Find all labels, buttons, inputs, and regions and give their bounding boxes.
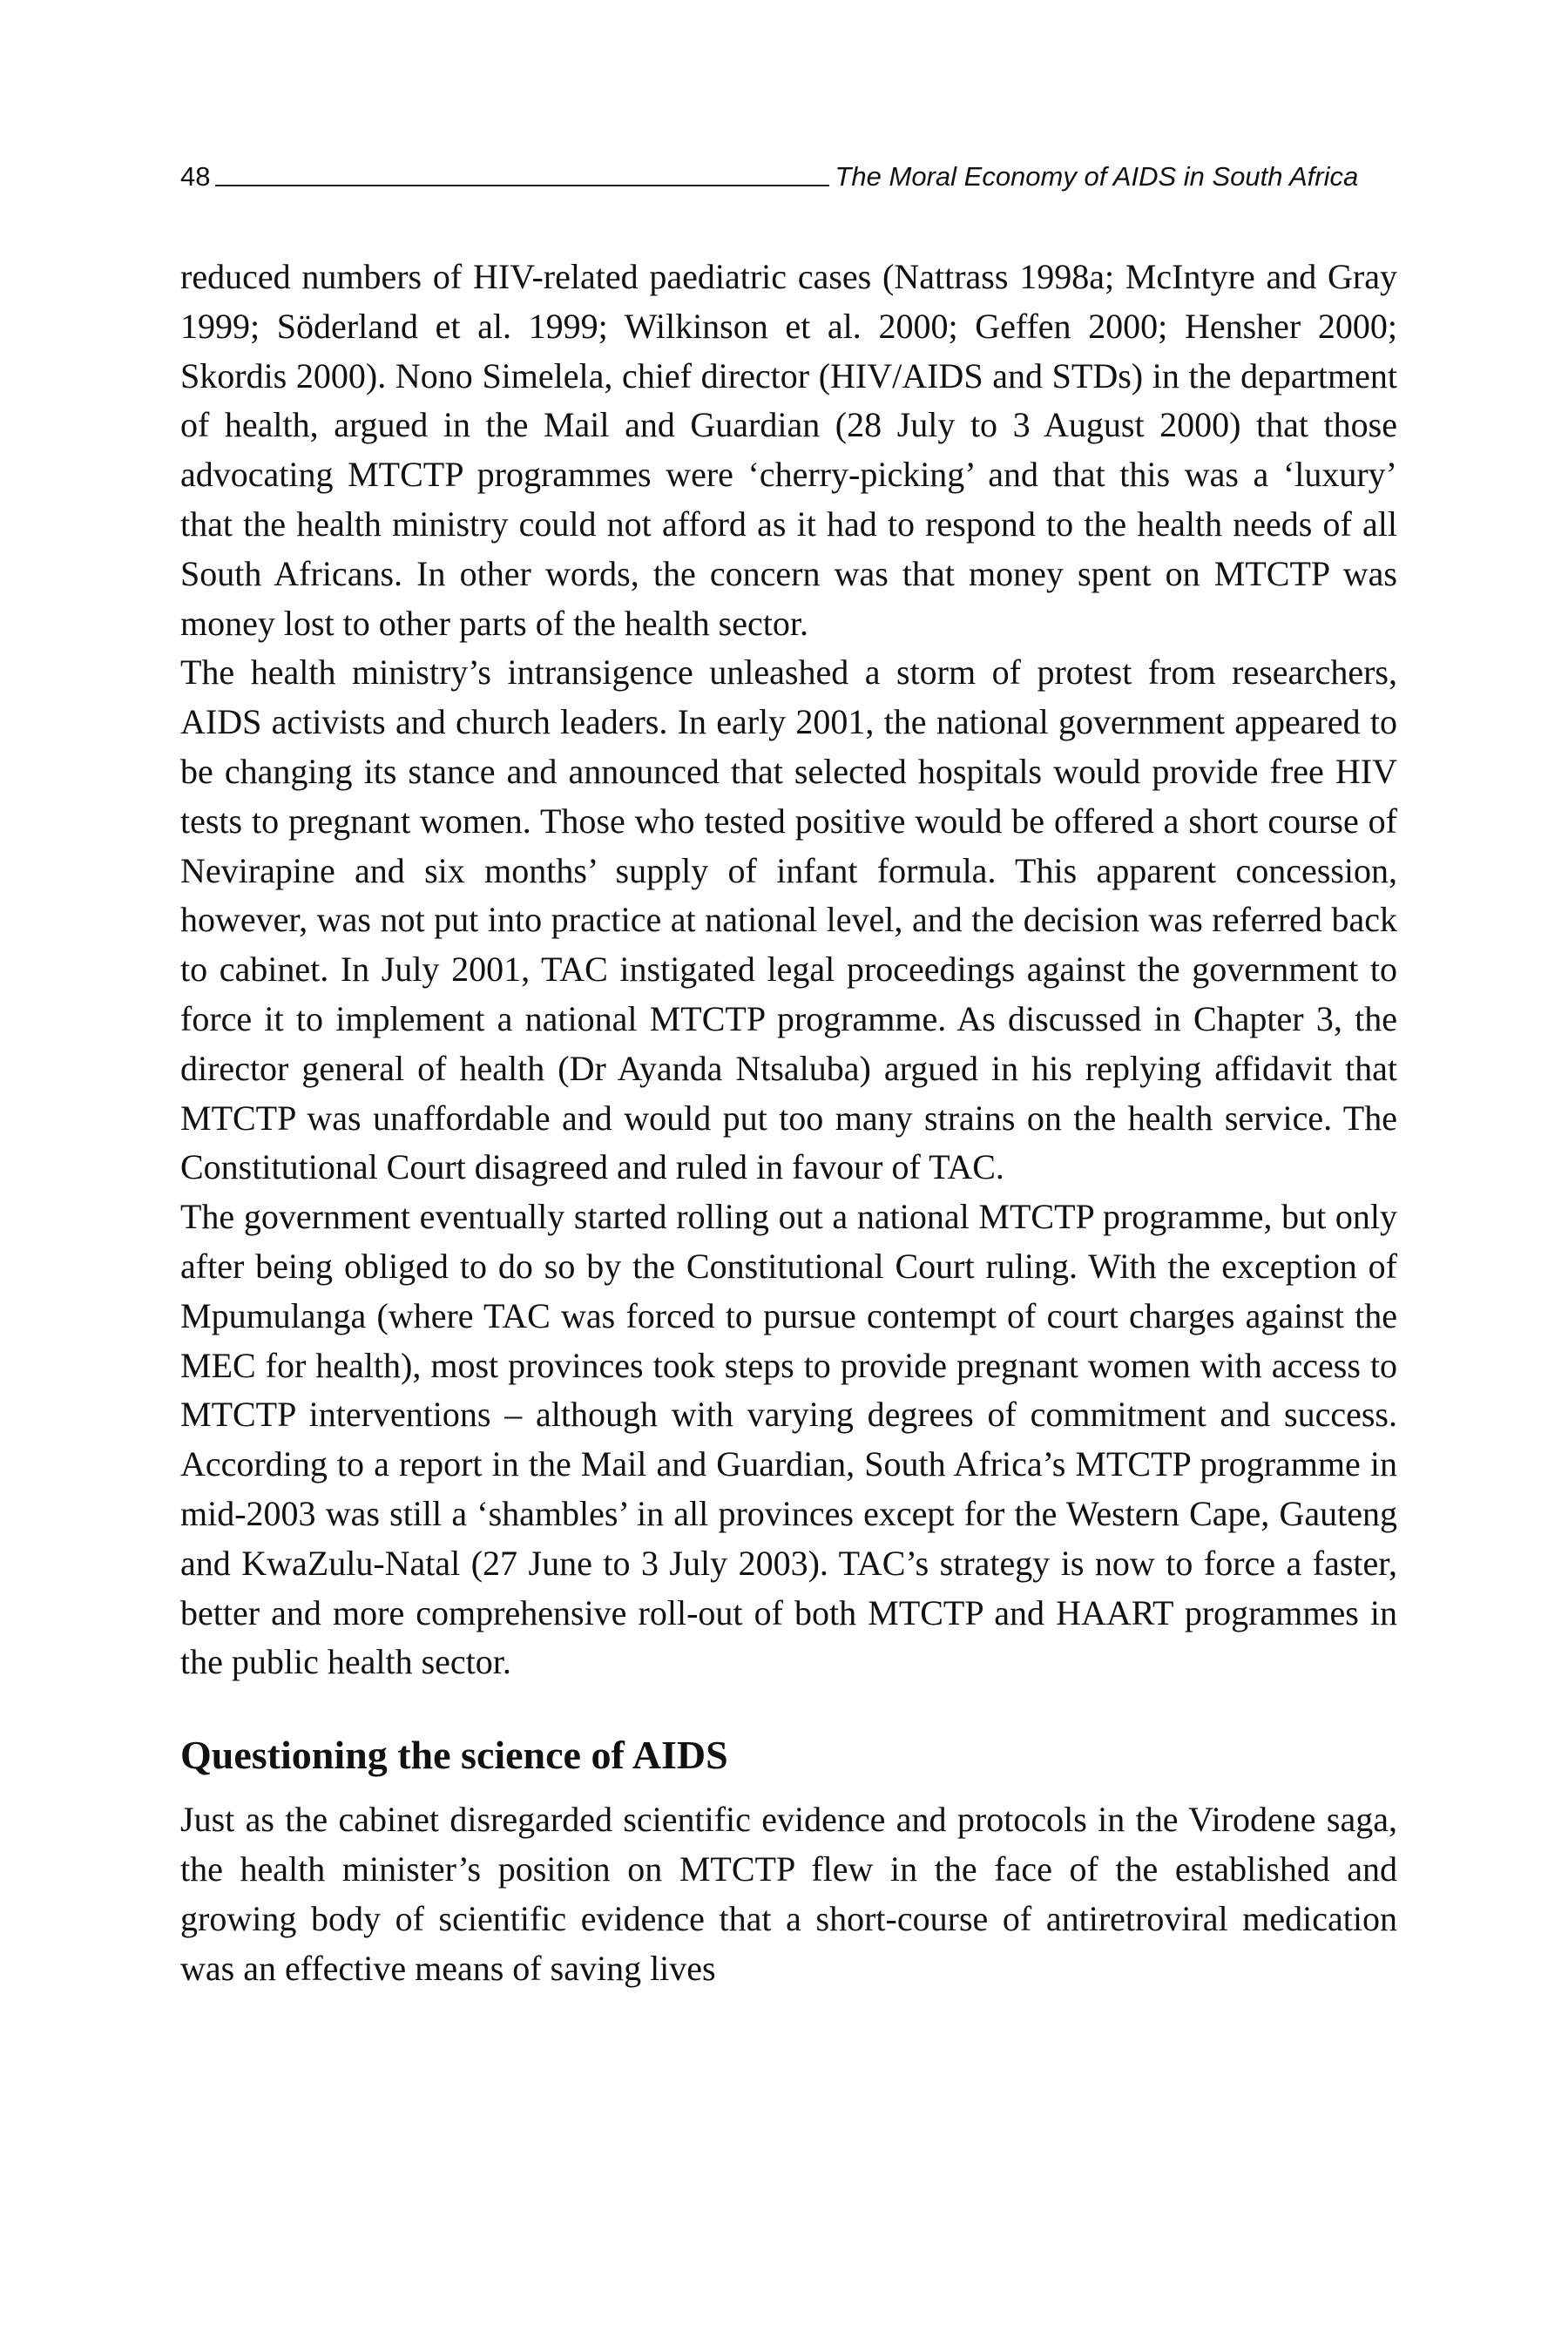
header-rule bbox=[215, 184, 829, 186]
running-title: The Moral Economy of AIDS in South Africa bbox=[835, 161, 1359, 192]
running-header bbox=[180, 146, 1397, 190]
section-heading: Questioning the science of AIDS bbox=[180, 1733, 728, 1778]
paragraph-3: The government eventually started rolling out a national MTCTP programme, but only after being obliged to do so by the Constitutional Court ruling. With the exception of Mpumulanga (where TAC was forced to pursue contempt of court charges against the MEC for health), most provinces took steps to provide pregnant women with access to MTCTP interventions – although with varying degrees of commitment and success. According to a report in the Mail and Guardian, South Africa’s MTCTP programme in mid-2003 was still a ‘shambles’ in all provinces except for the Western Cape, Gauteng and KwaZulu-Natal (27 June to 3 July 2003). TAC’s strategy is now to force a faster, better and more comprehensive roll-out of both MTCTP and HAART programmes in the public health sector. bbox=[180, 1197, 1397, 1682]
paragraph-2: The health ministry’s intransigence unleashed a storm of protest from researchers, AIDS activists and church leaders. In early 2001, the national government appeared to be changing its stance and announced that selected hospitals would provide free HIV tests to pregnant women. Those who tested positive would be offered a short course of Nevirapine and six months’ supply of infant formula. This apparent concession, however, was not put into practice at national level, and the decision was referred back to cabinet. In July 2001, TAC instigated legal proceedings against the government to force it to implement a national MTCTP programme. As discussed in Chapter 3, the director general of health (Dr Ayanda Ntsaluba) argued in his replying affidavit that MTCTP was unaffordable and would put too many strains on the health service. The Constitutional Court disagreed and ruled in favour of TAC. bbox=[180, 652, 1397, 1187]
body-text bbox=[180, 253, 1397, 1993]
paragraph-1: reduced numbers of HIV-related paediatric cases (Nattrass 1998a; McIntyre and Gray 1999; Söderland et al. 1999; Wilkinson et al. 2000; Geffen 2000; Hensher 2000; Skordis 2000). Nono Simelela, chief director (HIV/AIDS and STDs) in the department of health, argued in the Mail and Guardian (28 July to 3 August 2000) that those advocating MTCTP programmes were ‘cherry-picking’ and that this was a ‘luxury’ that the health ministry could not afford as it had to respond to the health needs of all South Africans. In other words, the concern was that money spent on MTCTP was money lost to other parts of the health sector. bbox=[180, 257, 1397, 643]
page-number: 48 bbox=[180, 161, 211, 192]
paragraph-4: Just as the cabinet disregarded scientific evidence and protocols in the Virodene saga, the health minister’s position on MTCTP flew in the face of the established and growing body of scientific evidence that a short-course of antiretroviral medication was an effective means of saving lives bbox=[180, 1800, 1397, 1988]
